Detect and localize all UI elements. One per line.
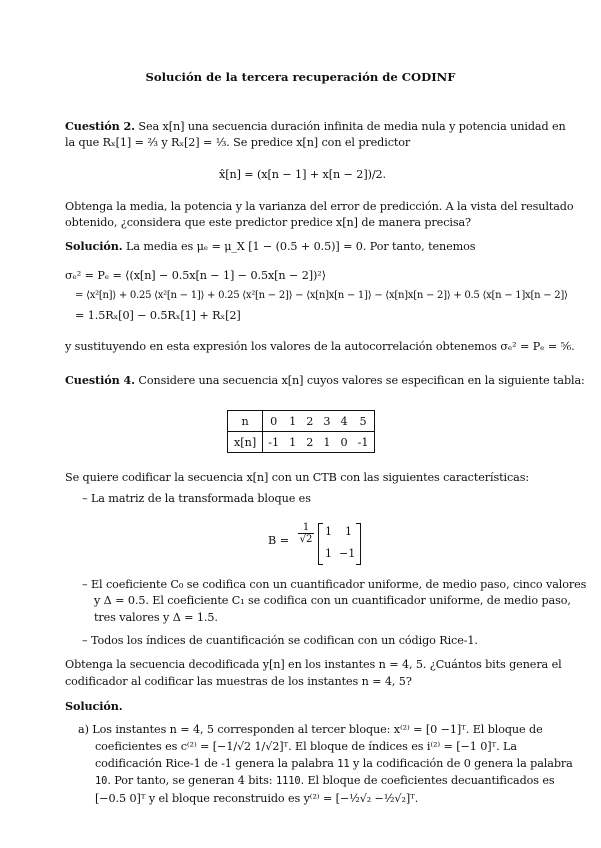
q4-line-2: Se quiere codificar la secuencia x[n] con un CTB con las siguientes características:	[65, 471, 530, 484]
table-header-n: n	[228, 411, 263, 432]
q2-label: Cuestión 2.	[65, 119, 135, 133]
sol4-label: Solución.	[65, 699, 123, 713]
table-cell: 0	[263, 411, 284, 432]
sol4-a-line-5: [−0.5 0]ᵀ y el bloque reconstruido es y⁽²⁾ = [−¹⁄₂√₂ −¹⁄₂√₂]ᵀ.	[95, 792, 419, 805]
table-cell: 1	[289, 435, 297, 449]
sol4-a4-text-2: . El bloque de coeficientes decuantificados es	[300, 774, 555, 787]
q4-line-1	[65, 373, 585, 388]
sol2-equation-1: σₑ² = Pₑ = ⟨(x[n] − 0.5x[n − 1] − 0.5x[n − 2])²⟩	[65, 269, 326, 282]
q4-bullet-2a: – El coeficiente C₀ se codifica con un cuantificador uniforme, de medio paso, cinco valores	[82, 578, 587, 591]
table-cell: 2	[306, 435, 314, 449]
table-cell: 4	[336, 411, 353, 432]
table-cell: 0	[340, 435, 348, 449]
matrix-right-bracket	[356, 523, 361, 565]
table-cell: -1	[268, 435, 280, 449]
table-cell: 1	[323, 435, 331, 449]
table-cell: -1	[357, 435, 369, 449]
document-title: Solución de la tercera recuperación de CODINF	[145, 70, 456, 84]
transform-matrix	[268, 522, 363, 564]
q4-line-4: codificador al codificar las muestras de los instantes n = 4, 5?	[65, 675, 412, 688]
sol2-label: Solución.	[65, 239, 123, 253]
table-cell: 5	[353, 411, 374, 432]
sol2-equation-2: = ⟨x²[n]⟩ + 0.25 ⟨x²[n − 1]⟩ + 0.25 ⟨x²[n − 2]⟩ − ⟨x[n]x[n − 1]⟩ − ⟨x[n]x[n − 2]⟩ + 0.5 ⟨x[n − 1]x[n − 2]⟩	[75, 290, 568, 301]
sol4-a-line-2: coeficientes es c⁽²⁾ = [−1/√2 1/√2]ᵀ. El bloque de índices es i⁽²⁾ = [−1 0]ᵀ. La	[95, 740, 517, 753]
sol4-a-line-1: a) Los instantes n = 4, 5 corresponden al tercer bloque: x⁽²⁾ = [0 −1]ᵀ. El bloque de	[78, 723, 543, 736]
rice-code-1110: 1110	[275, 775, 301, 787]
matrix-scale-den: √2	[299, 534, 313, 545]
q2-line-4: obtenido, ¿considera que este predictor predice x[n] de manera precisa?	[65, 216, 471, 229]
sol4-a3-text: codificación Rice-1 de -1 genera la palabra	[95, 757, 338, 770]
sol2-text-1: La media es μₑ = μ_X [1 − (0.5 + 0.5)] = 0. Por tanto, tenemos	[126, 240, 476, 253]
matrix-cell: 1	[345, 525, 352, 538]
sol4-a3-text-2: y la codificación de 0 genera la palabra	[349, 757, 573, 770]
q4-label: Cuestión 4.	[65, 373, 135, 387]
rice-code-11: 11	[337, 758, 350, 770]
matrix-label: B =	[268, 534, 290, 547]
table-header-xn: x[n]	[228, 432, 263, 453]
q2-line-1	[65, 119, 566, 134]
sol4-a-line-4	[95, 774, 570, 788]
table-row-x	[228, 432, 375, 453]
q2-text-1: Sea x[n] una secuencia duración infinita de media nula y potencia unidad en	[138, 120, 566, 133]
q4-bullet-2c: tres valores y Δ = 1.5.	[94, 611, 218, 624]
sequence-table	[227, 410, 375, 453]
q4-bullet-1: – La matriz de la transformada bloque es	[82, 492, 311, 505]
q2-line-2: la que Rₓ[1] = ²⁄₃ y Rₓ[2] = ¹⁄₃. Se predice x[n] con el predictor	[65, 136, 411, 149]
matrix-left-bracket	[318, 523, 323, 565]
q4-line-3: Obtenga la secuencia decodificada y[n] en los instantes n = 4, 5. ¿Cuántos bits genera el	[65, 658, 562, 671]
matrix-scale	[298, 522, 314, 545]
matrix-scale-num: 1	[298, 522, 314, 534]
matrix-cell: 1	[325, 525, 332, 538]
table-cell: 1	[284, 411, 301, 432]
q4-bullet-2b: y Δ = 0.5. El coeficiente C₁ se codifica con un cuantificador uniforme, de medio paso,	[94, 594, 571, 607]
matrix-cell: −1	[339, 547, 356, 560]
matrix-cell: 1	[325, 547, 332, 560]
sol2-equation-3: = 1.5Rₓ[0] − 0.5Rₓ[1] + Rₓ[2]	[75, 309, 241, 322]
rice-code-10: 10	[95, 775, 108, 787]
sol2-line-2: y sustituyendo en esta expresión los valores de la autocorrelación obtenemos σₑ² = Pₑ = ⁵⁄₆.	[65, 340, 575, 353]
sol2-line-1	[65, 239, 540, 254]
table-row-n	[228, 411, 375, 432]
table-cell: 3	[318, 411, 335, 432]
sol4-a4-text: . Por tanto, se generan 4 bits:	[107, 774, 276, 787]
q4-text-1: Considere una secuencia x[n] cuyos valores se especifican en la siguiente tabla:	[138, 374, 585, 387]
table-cell: 2	[301, 411, 318, 432]
q2-predictor-equation: x̂[n] = (x[n − 1] + x[n − 2])/2.	[219, 168, 386, 181]
q2-line-3: Obtenga la media, la potencia y la varianza del error de predicción. A la vista del resultado	[65, 200, 574, 213]
sol4-a-line-3	[95, 757, 573, 771]
q4-bullet-3: – Todos los índices de cuantificación se codifican con un código Rice-1.	[82, 634, 478, 647]
